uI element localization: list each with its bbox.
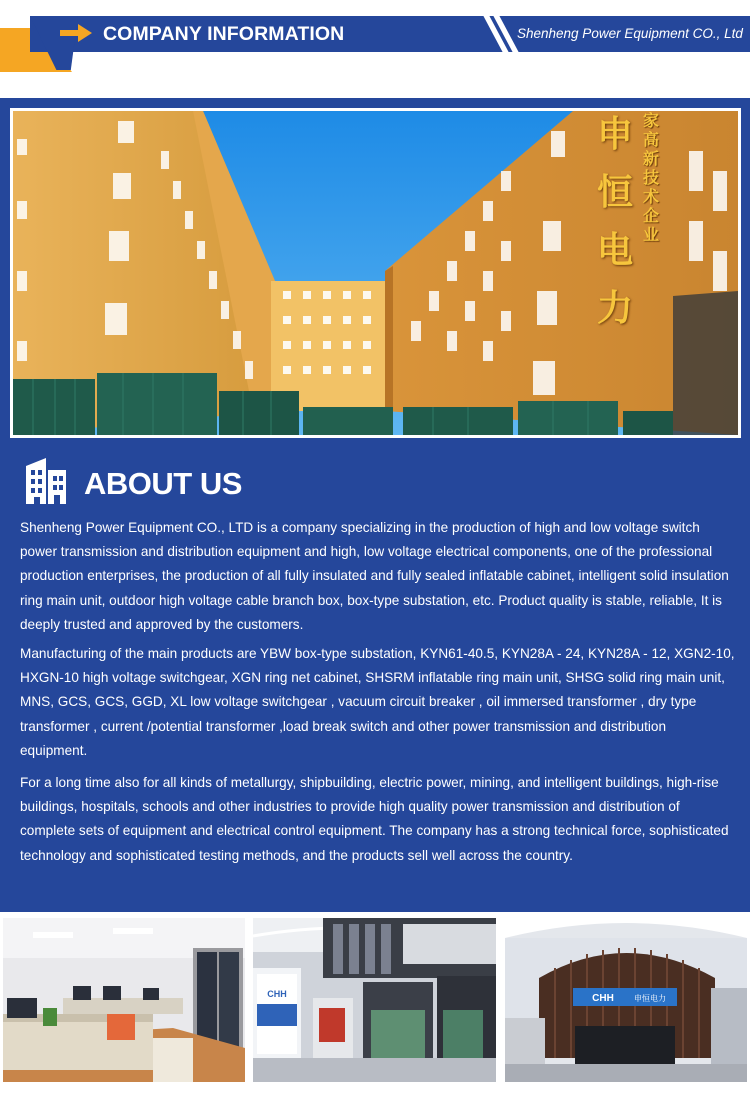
company-name: Shenheng Power Equipment CO., Ltd bbox=[517, 26, 743, 41]
sign-char: 电 bbox=[596, 229, 633, 271]
about-paragraph-intro: Shenheng Power Equipment CO., LTD is a company specializing in the production of high and low voltage switch power transmission and distribution equipment and high, low voltage electrical components, one of the professional production enterprises, the production of all fully insulated and fully sealed inflatable cabinet, intelligent solid insulation ring main unit, outdoor high voltage cable branch box, box-type substation, etc. Product quality is stable, reliable, It is deeply trusted and approved by the customers. bbox=[20, 520, 729, 632]
sign-char: 申 bbox=[596, 113, 633, 155]
about-paragraph-industries: For a long time also for all kinds of metallurgy, shipbuilding, electric power, mining, and intelligent buildings, high-rise buildings, hospitals, schools and other industries to provide high quality power transmission and distribution of complete sets of equipment and electrical control equipment. The company has a strong technical force, sophisticated technology and sophisticated testing methods, and the products sell well across the country. bbox=[20, 775, 729, 863]
showroom-logo: CHH bbox=[267, 989, 287, 999]
about-paragraph-products: Manufacturing of the main products are YBW box-type substation, KYN61-40.5, KYN28A - 24, KYN28A - 12, XGN2-10, HXGN-10 high voltage switchgear, XGN ring net cabinet, SHSRM inflatable ring main unit, SHSG solid ring main unit, MNS, GCS, GCS, GGD, XL low voltage switchgear , vacuum circuit breaker , oil immersed transformer , dry type transformer , current /potential transformer ,load break switch and other power transmission and distribution equipment. bbox=[20, 646, 735, 758]
sign-char: 力 bbox=[596, 287, 633, 329]
sign-char: 恒 bbox=[596, 171, 633, 213]
hero-photo-factory-buildings bbox=[13, 111, 738, 435]
section-header bbox=[0, 0, 750, 72]
building-icon bbox=[22, 456, 68, 504]
photo-reception-hall bbox=[505, 918, 747, 1082]
side-sign-char: 企 bbox=[642, 206, 659, 225]
hero-photo-frame bbox=[10, 108, 741, 438]
side-sign-char: 业 bbox=[642, 225, 659, 244]
photo-office bbox=[3, 918, 245, 1082]
building-sign bbox=[593, 111, 637, 337]
side-sign-char: 新 bbox=[642, 149, 659, 168]
reception-logo: CHH bbox=[592, 993, 614, 1004]
about-title: ABOUT US bbox=[84, 466, 242, 501]
side-sign-char: 技 bbox=[642, 168, 659, 187]
section-title: COMPANY INFORMATION bbox=[103, 23, 345, 45]
photo-strip bbox=[0, 918, 750, 1082]
side-sign-char: 家 bbox=[642, 111, 659, 130]
side-sign-char: 术 bbox=[642, 187, 659, 206]
side-sign-char: 高 bbox=[642, 130, 659, 149]
company-info-panel bbox=[0, 98, 750, 912]
reception-sign: 申恒电力 bbox=[634, 994, 666, 1003]
arrow-right-icon bbox=[60, 24, 92, 42]
building-side-sign bbox=[641, 111, 661, 244]
photo-showroom bbox=[253, 918, 496, 1082]
